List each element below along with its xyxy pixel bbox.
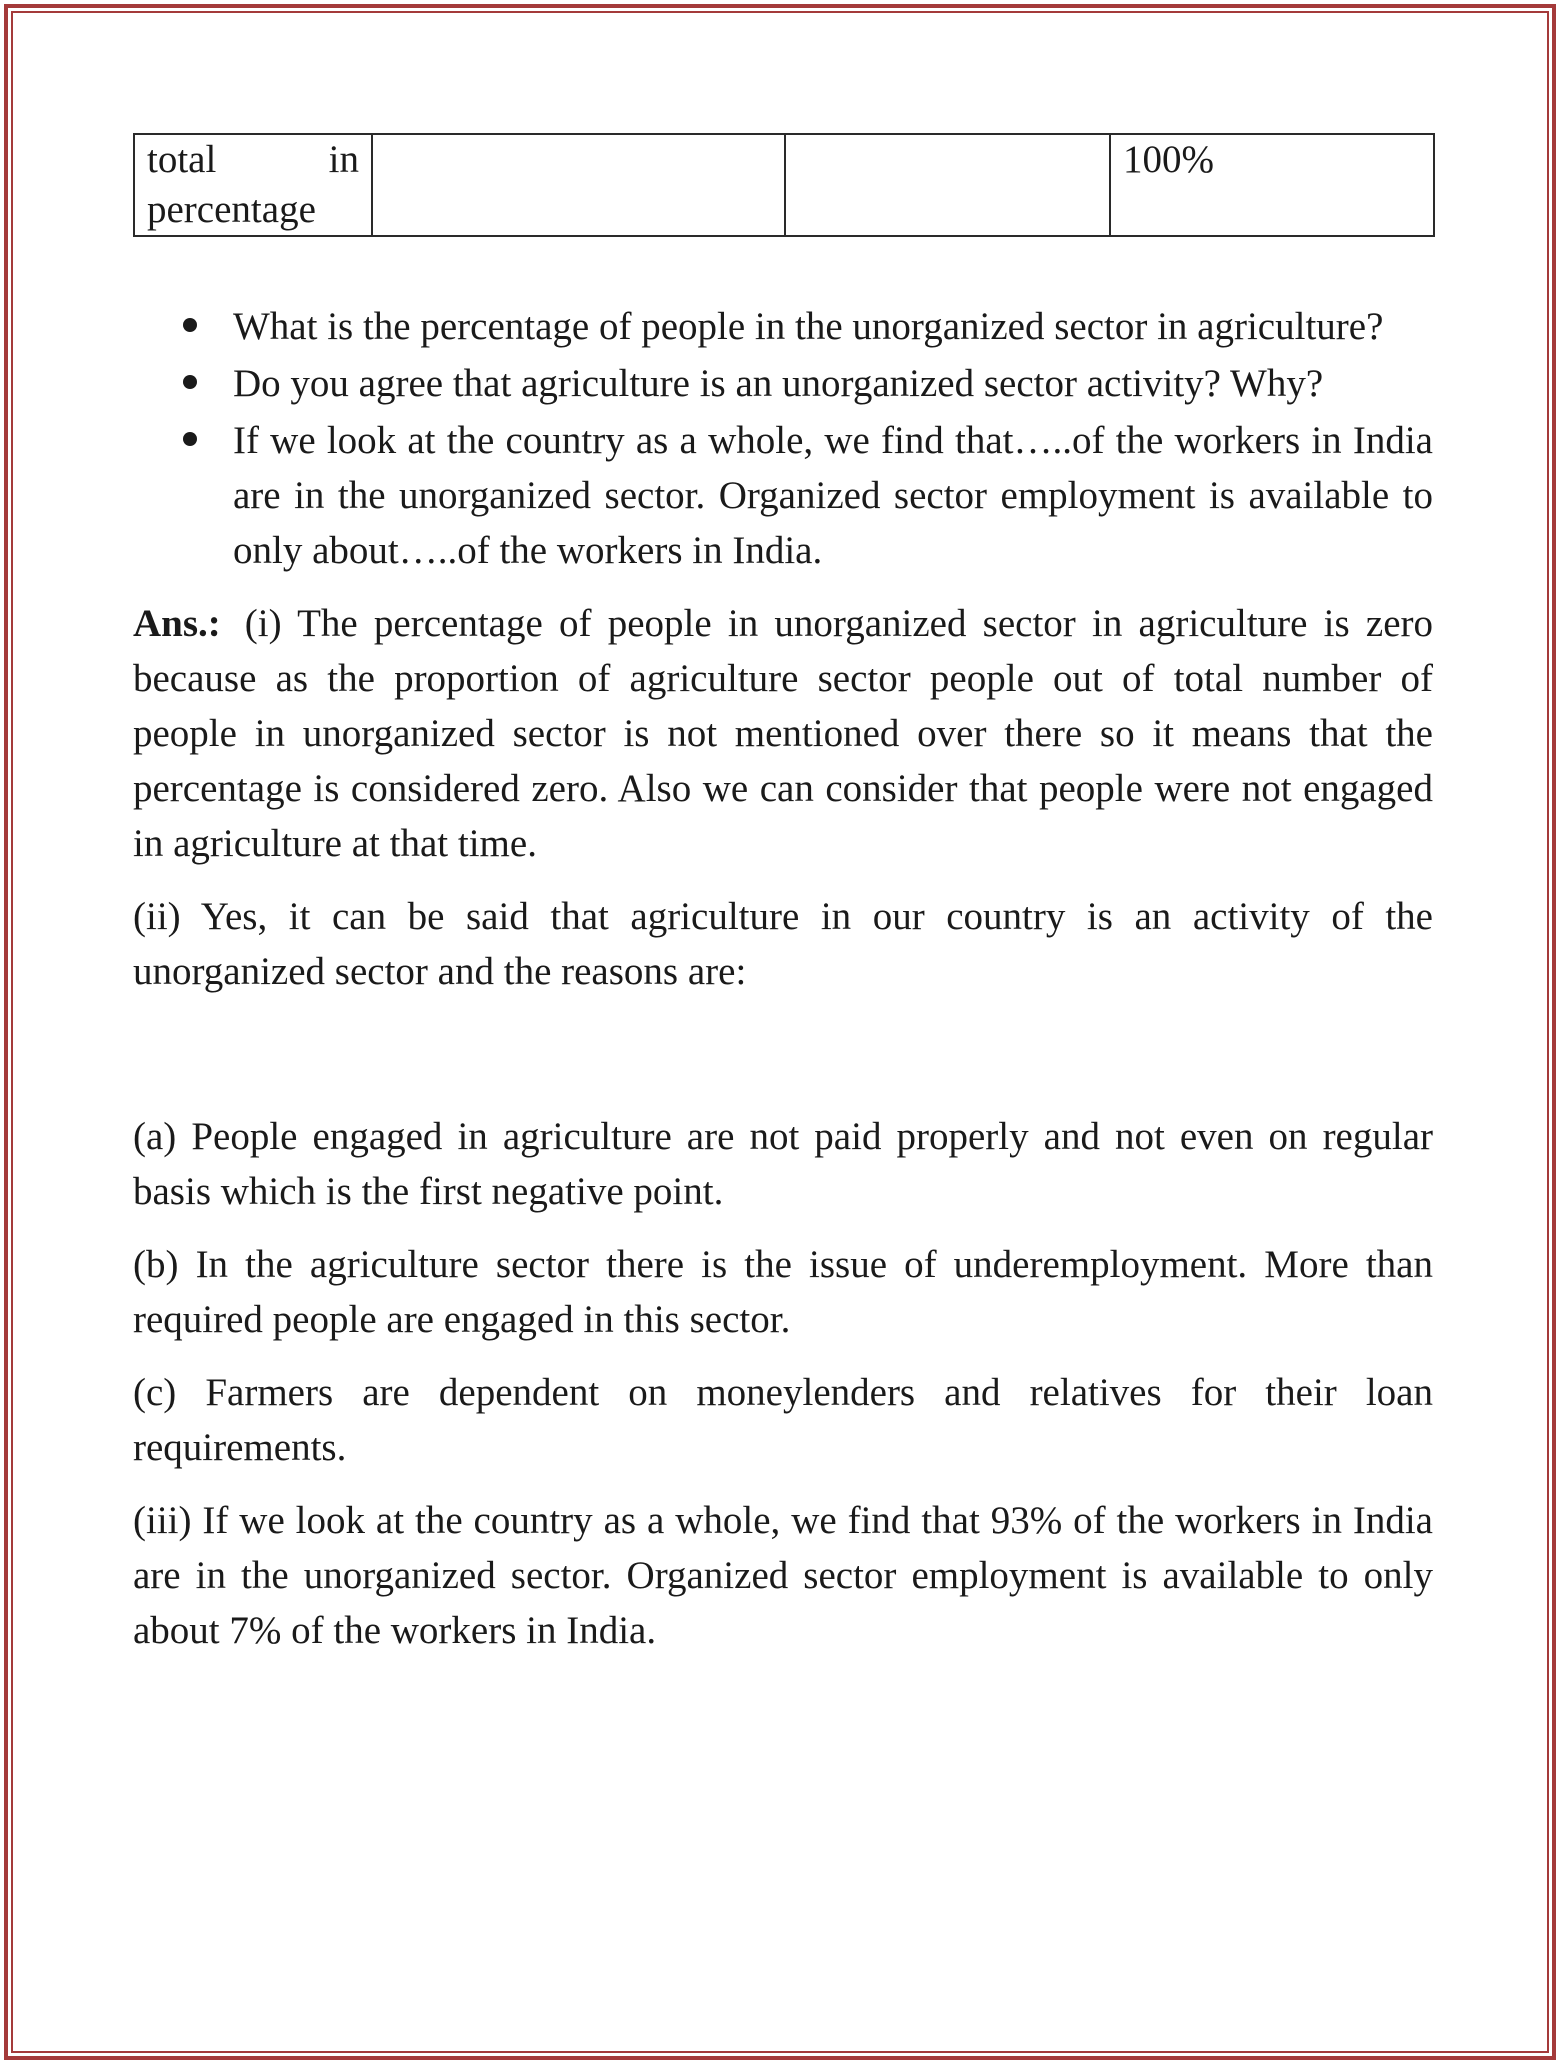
table-cell — [785, 134, 1110, 236]
cell-text-line2: percentage — [147, 188, 316, 231]
question-text: What is the percentage of people in the unorganized sector in agriculture? — [233, 305, 1384, 348]
table-cell — [372, 134, 785, 236]
document-content — [133, 133, 1433, 1658]
spacer — [133, 999, 1433, 1091]
bullet-icon — [183, 375, 197, 389]
cell-text-line1: total in — [147, 138, 359, 181]
table-row — [134, 134, 1434, 236]
reason-c: (c) Farmers are dependent on moneylenders and relatives for their loan requirements. — [133, 1371, 1433, 1469]
list-item — [233, 299, 1433, 354]
answer-label: Ans.: — [133, 602, 221, 645]
data-table — [133, 133, 1435, 237]
question-text: Do you agree that agriculture is an unorganized sector activity? Why? — [233, 362, 1324, 405]
bullet-icon — [183, 432, 197, 446]
reason-b: (b) In the agriculture sector there is the issue of underemployment. More than required people are engaged in this sector. — [133, 1243, 1433, 1341]
answer-part-2: (ii) Yes, it can be said that agriculture in our country is an activity of the unorganized sector and the reasons are: — [133, 895, 1433, 993]
table-cell: 100% — [1110, 134, 1434, 236]
answer-text: (i) The percentage of people in unorganized sector in agriculture is zero because as the proportion of agriculture sector people out of total number of people in unorganized sector is not mentioned over there so it means that the percentage is considered zero. Also we can consider that people were not engaged in agriculture at that time. — [133, 602, 1433, 865]
answer-part-1 — [133, 596, 1433, 871]
bullet-icon — [183, 318, 197, 332]
reason-a: (a) People engaged in agriculture are not paid properly and not even on regular basis which is the first negative point. — [133, 1115, 1433, 1213]
table-cell — [134, 134, 372, 236]
question-list — [133, 299, 1433, 578]
answer-part-3: (iii) If we look at the country as a whole, we find that 93% of the workers in India are in the unorganized sector. Organized sector employment is available to only about 7% of the workers in India. — [133, 1499, 1433, 1652]
list-item — [233, 413, 1433, 578]
list-item — [233, 356, 1433, 411]
question-text: If we look at the country as a whole, we find that…..of the workers in India are in the unorganized sector. Organized sector employment is available to only about…..of the workers in India. — [233, 419, 1433, 572]
